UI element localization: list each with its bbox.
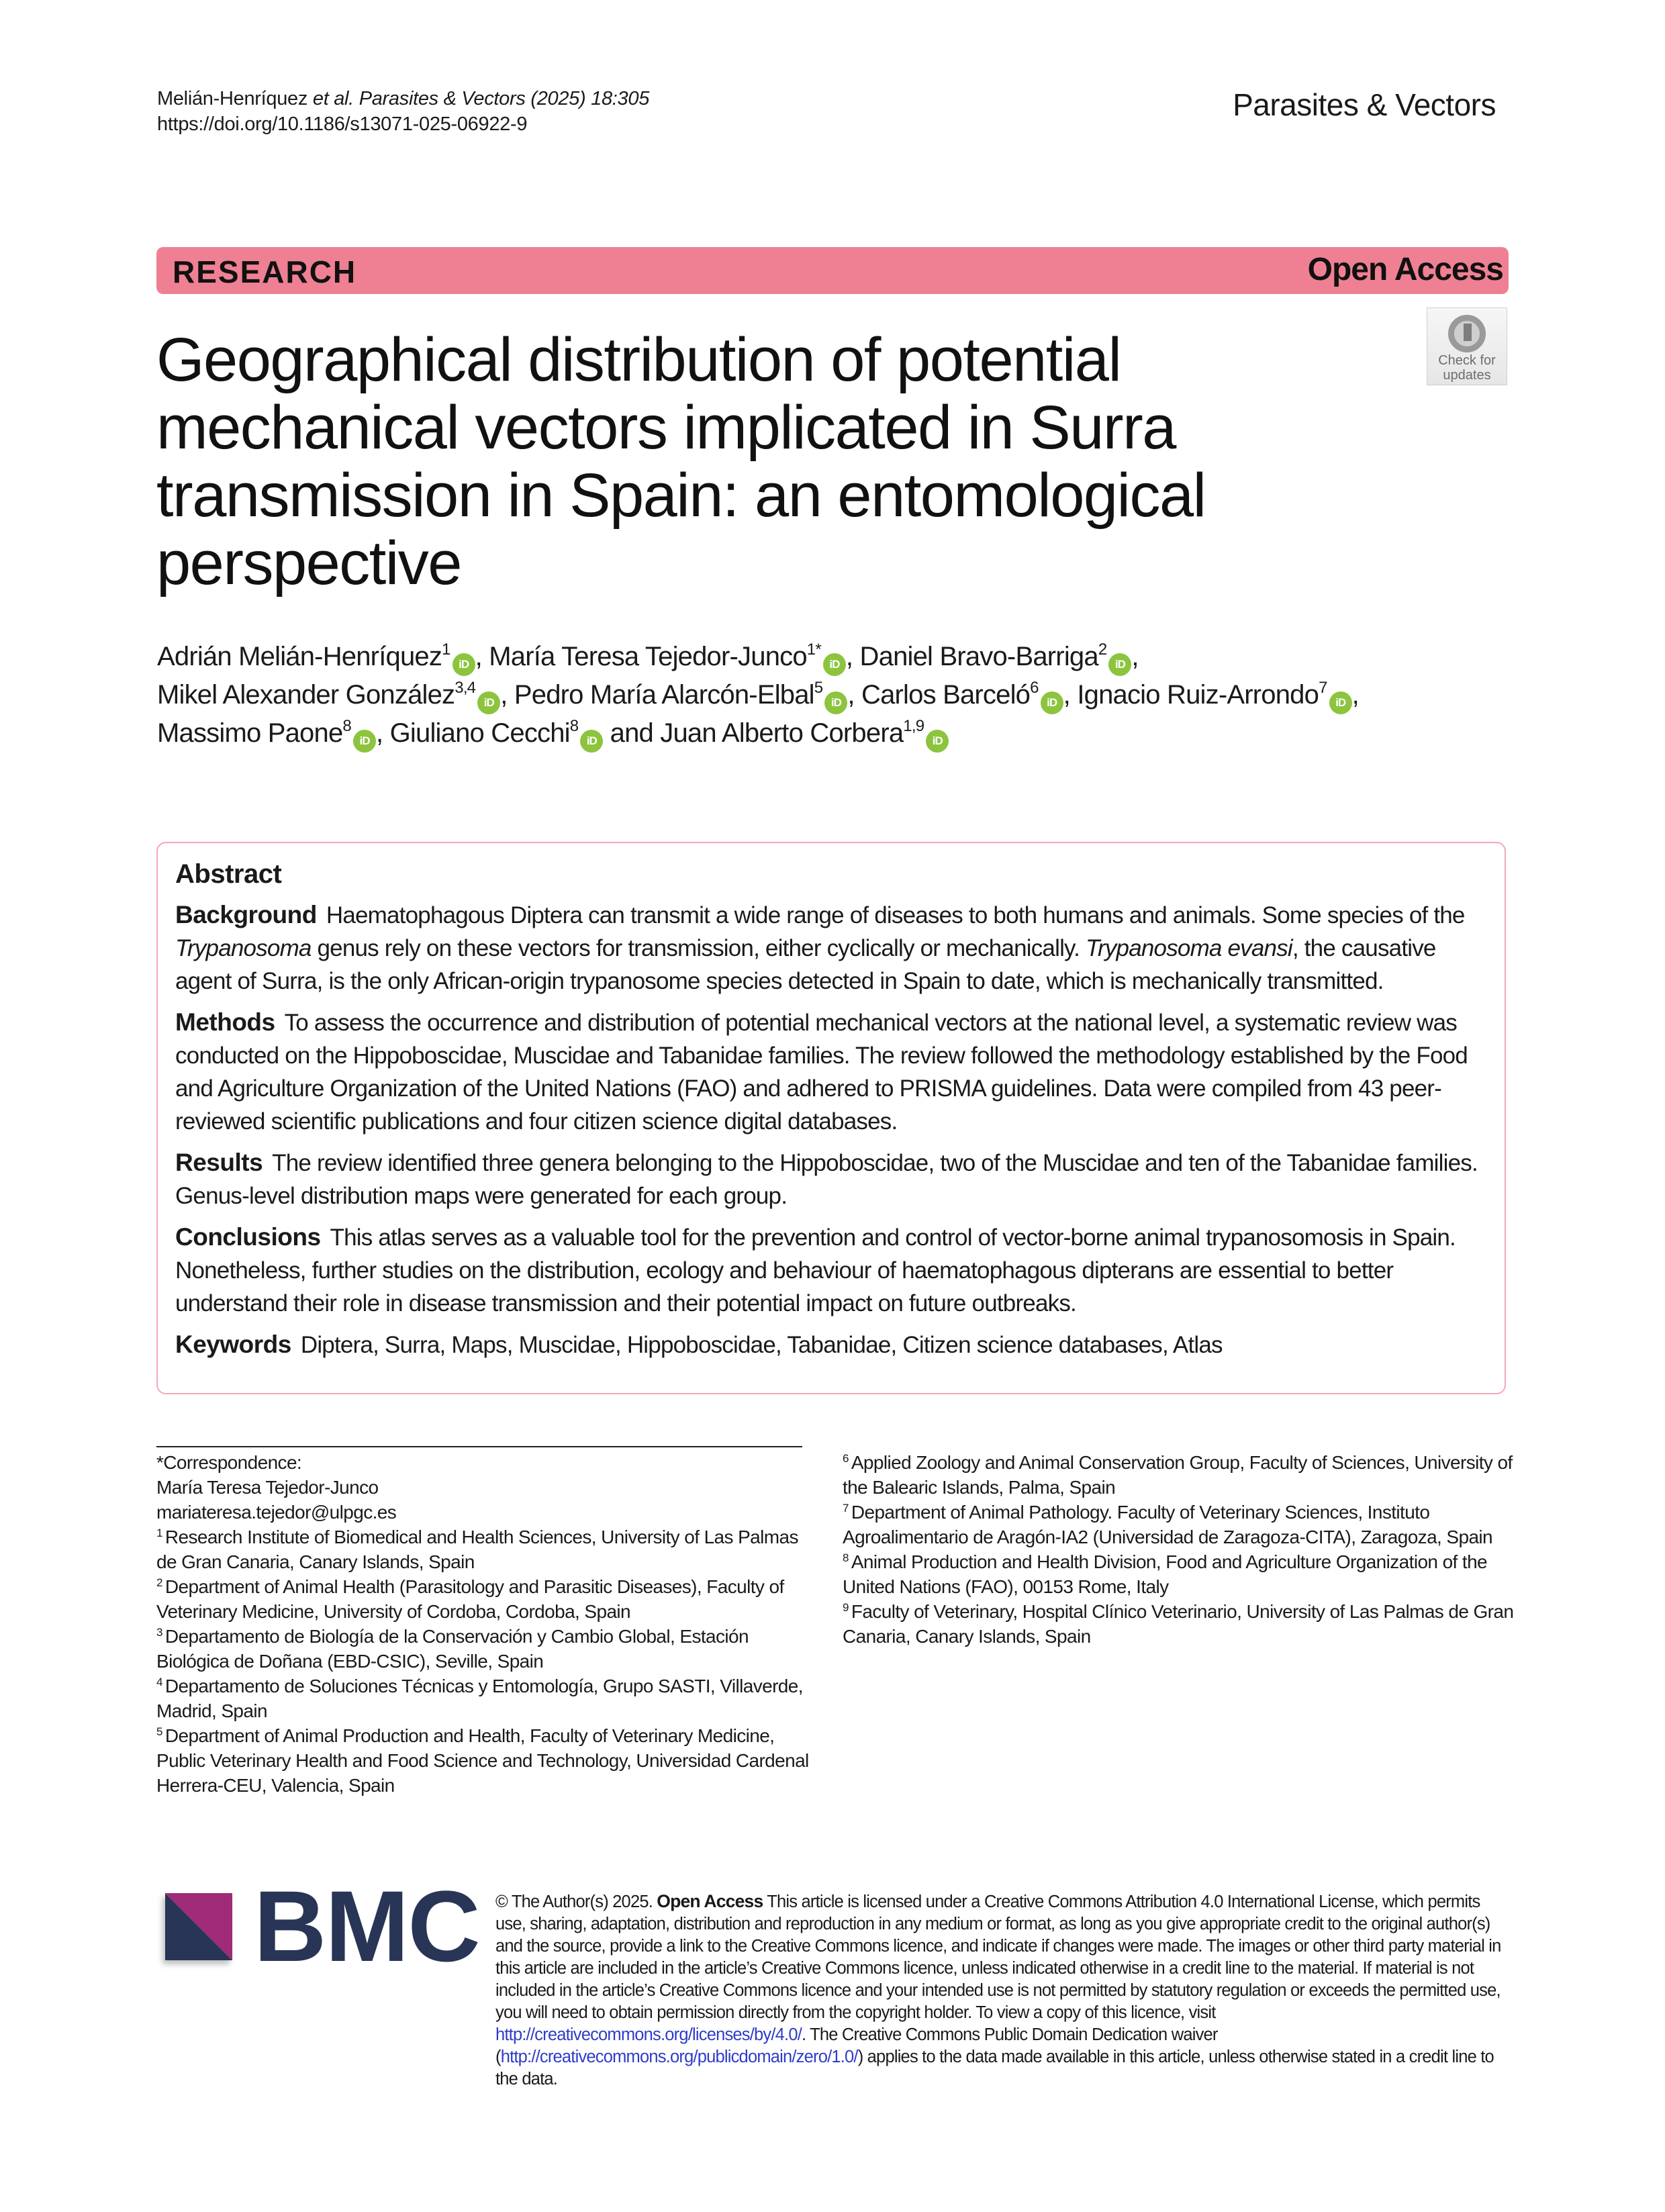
orcid-icon[interactable]: iD bbox=[823, 653, 846, 676]
correspondence-label: *Correspondence: bbox=[156, 1452, 302, 1473]
abstract-box bbox=[156, 842, 1506, 1394]
author-list: Adrián Melián-Henríquez$^1$iD , María Teresa Tejedor-Junco$^{1*}$iD , Daniel Bravo-Barriga$^2$iD , Mikel Alexander González$^{3,4}$iD , Pedro María Alarcón-Elbal$^5$iD , Carlos Barceló$^6$iD , Ignacio Ruiz-Arrondo$^7$iD , Massimo Paone$^8$iD , Giuliano Cecchi$^8$iD and Juan Alberto Corbera$^{1,9}$iD bbox=[157, 638, 1513, 753]
author[interactable]: Giuliano Cecchi$^8$ bbox=[389, 717, 579, 748]
correspondence-email[interactable]: mariateresa.tejedor@ulpgc.es bbox=[156, 1502, 397, 1523]
author[interactable]: Pedro María Alarcón-Elbal$^5$ bbox=[514, 679, 823, 710]
orcid-icon[interactable]: iD bbox=[824, 691, 847, 714]
conclusions-label: Conclusions bbox=[175, 1223, 321, 1251]
orcid-icon[interactable]: iD bbox=[926, 730, 949, 753]
author[interactable]: Mikel Alexander González$^{3,4}$ bbox=[157, 679, 476, 710]
affiliation: $^6$ Applied Zoology and Animal Conservation Group, Faculty of Sciences, University of the Balearic Islands, Palma, Spain bbox=[843, 1452, 1513, 1498]
abstract-results: Results The review identified three genera belonging to the Hippoboscidae, two of the Muscidae and ten of the Tabanidae families. Genus-level distribution maps were generated for each group. bbox=[175, 1149, 1478, 1209]
article-title: Geographical distribution of potential mechanical vectors implicated in Surra transmission in Spain: an entomological perspective bbox=[156, 326, 1206, 597]
doi-link[interactable]: https://doi.org/10.1186/s13071-025-06922-9 bbox=[157, 113, 528, 135]
bmc-logo bbox=[165, 1870, 479, 1982]
bookmark-ring-icon bbox=[1448, 315, 1486, 352]
affiliation: $^2$ Department of Animal Health (Parasitology and Parasitic Diseases), Faculty of Veterinary Medicine, University of Cordoba, Cordoba, Spain bbox=[156, 1576, 784, 1622]
citation-authors: Melián-Henríquez bbox=[157, 88, 308, 109]
citation-journal: et al. Parasites & Vectors bbox=[312, 88, 526, 109]
author[interactable]: Massimo Paone$^8$ bbox=[157, 717, 351, 748]
license-text: © The Author(s) 2025. Open Access This article is licensed under a Creative Commons Attribution 4.0 International License, which permits use, sharing, adaptation, distribution and reproduction in any medium or format, as long as you give appropriate credit to the original author(s) and the source, provide a link to the Creative Commons licence, and indicate if changes were made. The images or other third party material in this article are included in the article’s Creative Commons licence, unless indicated otherwise in a credit line to the material. If material is not included in the article’s Creative Commons licence and your intended use is not permitted by statutory regulation or exceeds the permitted use, you will need to obtain permission directly from the copyright holder. To view a copy of this licence, visit http://creativecommons.org/licenses/by/4.0/. The Creative Commons Public Domain Dedication waiver (http://creativecommons.org/publicdomain/zero/1.0/) applies to the data made available in this article, unless otherwise stated in a credit line to the data. bbox=[495, 1891, 1501, 2088]
orcid-icon[interactable]: iD bbox=[1108, 653, 1131, 676]
article-type-banner bbox=[156, 247, 1509, 294]
open-access-label: Open Access bbox=[1307, 252, 1503, 287]
orcid-icon[interactable]: iD bbox=[1041, 691, 1063, 714]
orcid-icon[interactable]: iD bbox=[580, 730, 603, 753]
abstract-keywords: Keywords Diptera, Surra, Maps, Muscidae, Hippoboscidae, Tabanidae, Citizen science databases, Atlas bbox=[175, 1331, 1223, 1358]
orcid-icon[interactable]: iD bbox=[453, 653, 475, 676]
orcid-icon[interactable]: iD bbox=[477, 691, 500, 714]
check-for-updates-line2: updates bbox=[1443, 368, 1491, 383]
author[interactable]: Juan Alberto Corbera$^{1,9}$ bbox=[660, 717, 924, 748]
methods-label: Methods bbox=[175, 1008, 275, 1036]
author[interactable]: Daniel Bravo-Barriga$^2$ bbox=[859, 640, 1107, 671]
orcid-icon[interactable]: iD bbox=[353, 730, 376, 753]
affiliation: $^8$ Animal Production and Health Division, Food and Agriculture Organization of the United Nations (FAO), 00153 Rome, Italy bbox=[843, 1551, 1488, 1597]
author[interactable]: Adrián Melián-Henríquez$^1$ bbox=[157, 640, 450, 671]
check-for-updates-button[interactable] bbox=[1427, 307, 1507, 385]
affiliation: $^9$ Faculty of Veterinary, Hospital Clínico Veterinario, University of Las Palmas de Gran Canaria, Canary Islands, Spain bbox=[843, 1601, 1514, 1647]
abstract-background: Background Haematophagous Diptera can transmit a wide range of diseases to both humans and animals. Some species of the Trypanosoma genus rely on these vectors for transmission, either cyclically or mechanically. Trypanosoma evansi, the causative agent of Surra, is the only African-origin trypanosome species detected in Spain to date, which is mechanically transmitted. bbox=[175, 901, 1465, 994]
cc-zero-link[interactable]: http://creativecommons.org/publicdomain/zero/1.0/ bbox=[500, 2048, 858, 2066]
results-label: Results bbox=[175, 1149, 263, 1176]
affiliation: $^3$ Departamento de Biología de la Conservación y Cambio Global, Estación Biológica de Doñana (EBD-CSIC), Seville, Spain bbox=[156, 1626, 749, 1672]
affiliation: $^1$ Research Institute of Biomedical and Health Sciences, University of Las Palmas de Gran Canaria, Canary Islands, Spain bbox=[156, 1527, 798, 1572]
author[interactable]: Carlos Barceló$^6$ bbox=[861, 679, 1039, 710]
license-open-access-label: Open Access bbox=[657, 1891, 763, 1911]
affiliation: $^5$ Department of Animal Production and Health, Faculty of Veterinary Medicine, Public Veterinary Health and Food Science and Technology, Universidad Cardenal Herrera-CEU, Valencia, Spain bbox=[156, 1725, 809, 1796]
footnote-divider bbox=[156, 1446, 802, 1447]
check-for-updates-line1: Check for bbox=[1438, 353, 1496, 368]
citation-line bbox=[157, 86, 649, 111]
author[interactable]: María Teresa Tejedor-Junco$^{1*}$ bbox=[489, 640, 821, 671]
abstract-heading: Abstract bbox=[175, 859, 282, 889]
author[interactable]: Ignacio Ruiz-Arrondo$^7$ bbox=[1077, 679, 1327, 710]
bmc-square-icon bbox=[165, 1893, 232, 1960]
orcid-icon[interactable]: iD bbox=[1329, 691, 1352, 714]
citation-year-volume: (2025) 18:305 bbox=[530, 88, 650, 109]
abstract-conclusions: Conclusions This atlas serves as a valuable tool for the prevention and control of vector-borne animal trypanosomosis in Spain. Nonetheless, further studies on the distribution, ecology and behaviour of haematophagous dipterans are essential to better understand their role in disease transmission and their potential impact on future outbreaks. bbox=[175, 1223, 1456, 1316]
cc-by-link[interactable]: http://creativecommons.org/licenses/by/4.0/ bbox=[495, 2025, 802, 2044]
keywords-label: Keywords bbox=[175, 1331, 291, 1358]
article-type-label: RESEARCH bbox=[173, 254, 357, 289]
affiliation: $^7$ Department of Animal Pathology. Faculty of Veterinary Sciences, Instituto Agroalimentario de Aragón-IA2 (Universidad de Zaragoza-CITA), Zaragoza, Spain bbox=[843, 1502, 1493, 1547]
journal-name: Parasites & Vectors bbox=[1233, 87, 1496, 122]
correspondence-name: María Teresa Tejedor-Junco bbox=[156, 1477, 379, 1498]
footnotes-left bbox=[156, 1450, 814, 1798]
footnotes-right bbox=[843, 1450, 1514, 1649]
affiliation: $^4$ Departamento de Soluciones Técnicas y Entomología, Grupo SASTI, Villaverde, Madrid, Spain bbox=[156, 1676, 803, 1721]
bmc-wordmark: BMC bbox=[254, 1870, 479, 1982]
abstract-methods: Methods To assess the occurrence and distribution of potential mechanical vectors at the national level, a systematic review was conducted on the Hippoboscidae, Muscidae and Tabanidae families. The review followed the methodology established by the Food and Agriculture Organization of the United Nations (FAO) and adhered to PRISMA guidelines. Data were compiled from 43 peer-reviewed scientific publications and four citizen science digital databases. bbox=[175, 1008, 1468, 1135]
running-header bbox=[157, 86, 649, 137]
background-label: Background bbox=[175, 901, 317, 928]
